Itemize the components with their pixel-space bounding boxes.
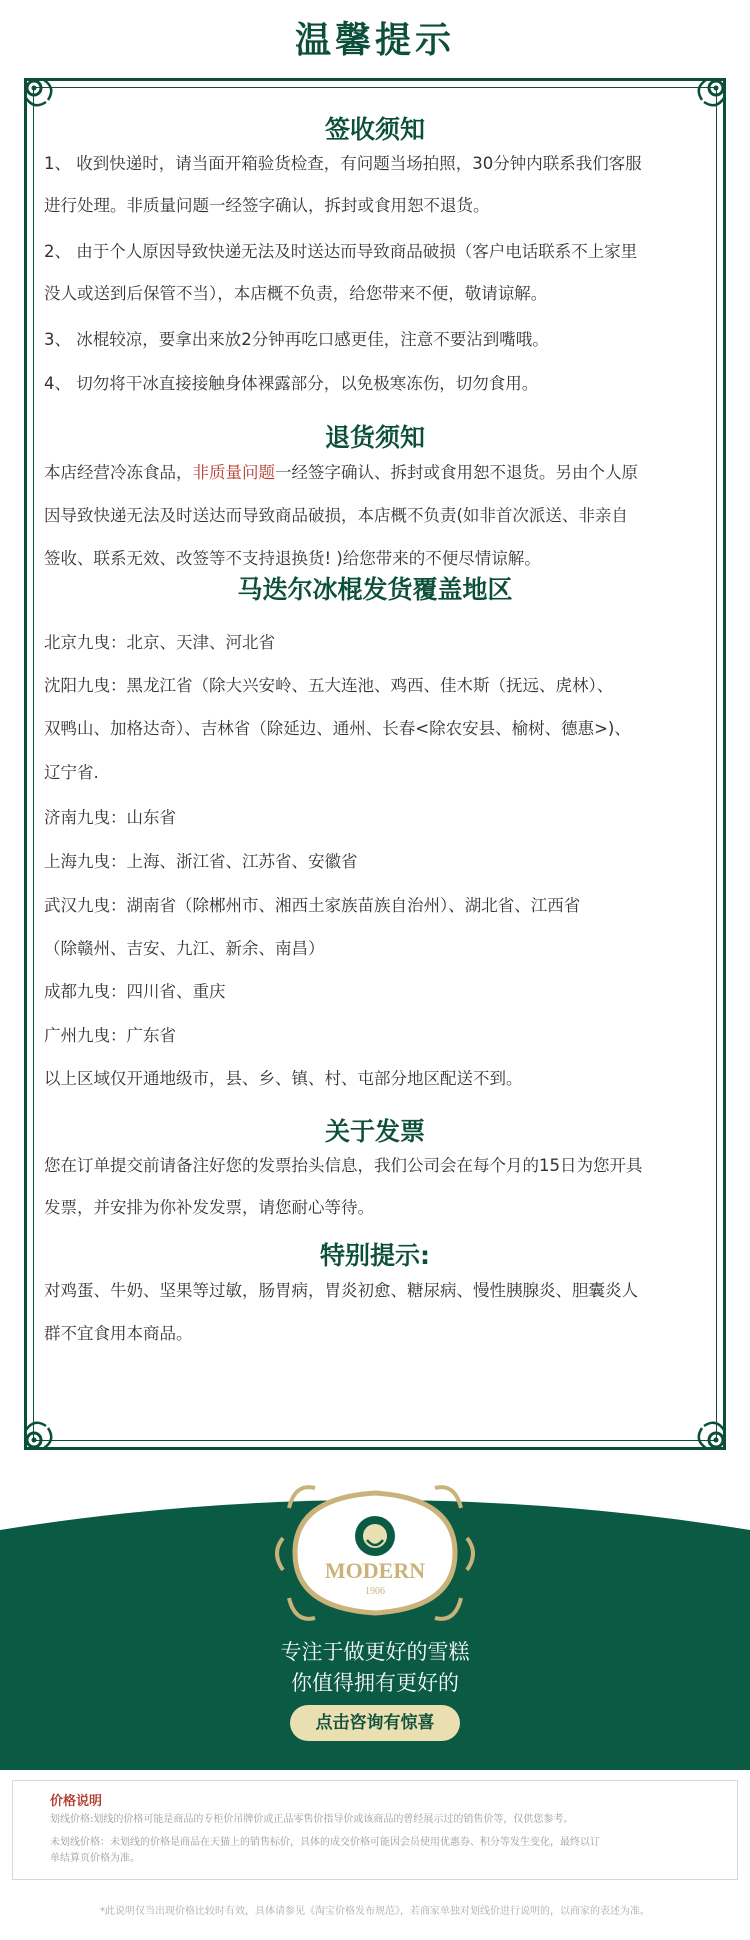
invoice-line: 您在订单提交前请备注好您的发票抬头信息，我们公司会在每个月的15日为您开具 — [44, 1156, 643, 1175]
section-title-special: 特别提示: — [320, 1241, 430, 1270]
coverage-line: 广州九曳：广东省 — [44, 1026, 176, 1045]
returns-highlight: 非质量问题 — [192, 463, 275, 482]
coverage-line: 济南九曳：山东省 — [44, 808, 176, 827]
receipt-line: 进行处理。非质量问题一经签字确认，拆封或食用恕不退货。 — [44, 196, 490, 215]
modern-logo-icon — [275, 1478, 475, 1628]
price-title: 价格说明 — [50, 1794, 103, 1809]
receipt-line: 3、 冰棍较凉，要拿出来放2分钟再吃口感更佳，注意不要沾到嘴哦。 — [44, 330, 549, 349]
special-line: 群不宜食用本商品。 — [44, 1324, 193, 1343]
consult-button[interactable]: 点击咨询有惊喜 — [290, 1705, 460, 1741]
slogan-line-2: 你值得拥有更好的 — [291, 1671, 459, 1695]
price-line: 未划线价格：未划线的价格是商品在天猫上的销售标价，具体的成交价格可能因会员使用优惠券、积分等发生变化，最终以订 — [50, 1837, 600, 1848]
slogan-line-1: 专注于做更好的雪糕 — [280, 1640, 470, 1664]
page-title: 温馨提示 — [294, 20, 455, 61]
receipt-line: 1、 收到快递时，请当面开箱验货检查，有问题当场拍照，30分钟内联系我们客服 — [44, 154, 642, 173]
price-footnote: *此说明仅当出现价格比较时有效，具体请参见《淘宝价格发布规范》，若商家单独对划线价进行说明的，以商家的表述为准。 — [100, 1906, 650, 1917]
section-title-returns: 退货须知 — [324, 423, 425, 452]
receipt-line: 没人或送到后保管不当），本店概不负责，给您带来不便，敬请谅解。 — [44, 284, 548, 303]
coverage-line: 成都九曳：四川省、重庆 — [44, 982, 226, 1001]
coverage-line: 上海九曳：上海、浙江省、江苏省、安徽省 — [44, 852, 358, 871]
logo-text: MODERN — [324, 1558, 426, 1583]
corner-ornament-icon — [688, 1412, 728, 1452]
coverage-line: 以上区域仅开通地级市，县、乡、镇、村、屯部分地区配送不到。 — [44, 1069, 523, 1088]
receipt-line: 2、 由于个人原因导致快递无法及时送达而导致商品破损（客户电话联系不上家里 — [44, 242, 638, 261]
special-line: 对鸡蛋、牛奶、坚果等过敏，肠胃病，胃炎初愈、糖尿病、慢性胰腺炎、胆囊炎人 — [44, 1281, 638, 1300]
section-title-coverage: 马迭尔冰棍发货覆盖地区 — [237, 575, 513, 604]
returns-line: 本店经营冷冻食品，非质量问题一经签字确认、拆封或食用恕不退货。另由个人原 — [44, 463, 638, 482]
returns-line: 因导致快递无法及时送达而导致商品破损，本店概不负责(如非首次派送、非亲自 — [44, 506, 628, 525]
coverage-line: 沈阳九曳：黑龙江省（除大兴安岭、五大连池、鸡西、佳木斯（抚远、虎林）、 — [44, 676, 614, 695]
price-line: 单结算页价格为准。 — [50, 1853, 140, 1864]
price-line: 划线价格:划线的价格可能是商品的专柜价吊牌价或正品零售价指导价或该商品的曾经展示过的销售价等，仅供您参考。 — [50, 1814, 574, 1825]
corner-ornament-icon — [22, 1412, 62, 1452]
returns-line: 签收、联系无效、改签等不支持退换货! )给您带来的不便尽情谅解。 — [44, 549, 541, 568]
section-title-receipt: 签收须知 — [324, 115, 425, 144]
coverage-line: 北京九曳：北京、天津、河北省 — [44, 633, 275, 652]
section-title-invoice: 关于发票 — [324, 1117, 425, 1146]
coverage-line: 武汉九曳：湖南省（除郴州市、湘西土家族苗族自治州）、湖北省、江西省 — [44, 896, 581, 915]
coverage-line: （除赣州、吉安、九江、新余、南昌） — [44, 939, 325, 958]
logo-year: 1906 — [365, 1586, 385, 1597]
receipt-line: 4、 切勿将干冰直接接触身体裸露部分，以免极寒冻伤，切勿食用。 — [44, 374, 539, 393]
invoice-line: 发票，并安排为你补发发票，请您耐心等待。 — [44, 1198, 374, 1217]
coverage-line: 双鸭山、加格达奇）、吉林省（除延边、通州、长春<除农安县、榆树、德惠>)、 — [44, 719, 631, 738]
coverage-line: 辽宁省. — [44, 763, 99, 782]
